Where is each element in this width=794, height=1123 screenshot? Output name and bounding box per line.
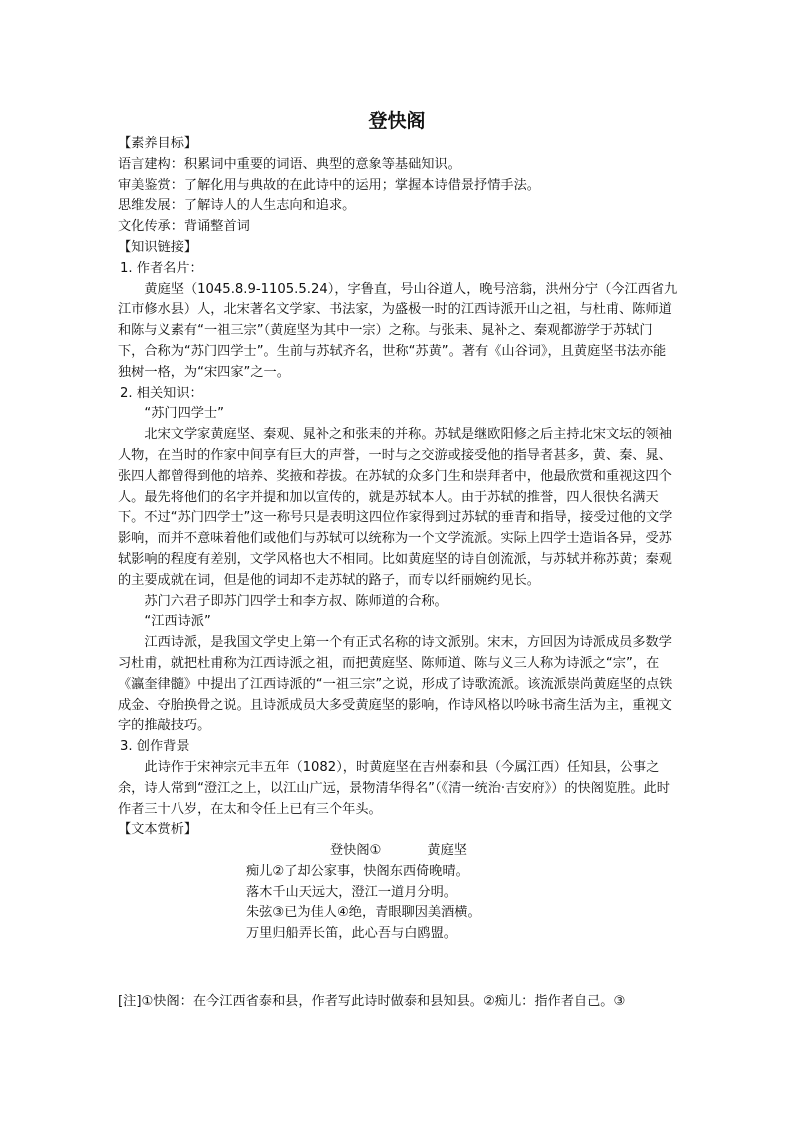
author-card-text: 黄庭坚（1045.8.9-1105.5.24），字鲁直，号山谷道人，晚号涪翁，洪州分宁（今江西省九江市修水县）人，北宋著名文学家、书法家，为盛极一时的江西诗派开山之祖，与杜甫、陈师道和陈与义素有“一祖三宗”（黄庭坚为其中一宗）之称。与张耒、晁补之、秦观都游学于苏轼门下，合称为“苏门四学士”。生前与苏轼齐名，世称“苏黄”。著有《山谷词》，且黄庭坚书法亦能独树一格，为“宋四家”之一。 (118, 281, 678, 380)
background-title: 3. 创作背景 (120, 739, 190, 755)
document-body (118, 134, 678, 945)
goal-culture: 文化传承：背诵整首词 (118, 219, 250, 235)
poem-line: 落木千山天远大，澄江一道月分明。 (246, 884, 457, 900)
author-card-title: 1. 作者名片： (120, 260, 203, 276)
poem-author: 黄庭坚 (427, 843, 467, 859)
appreciation-header: 【文本赏析】 (118, 822, 198, 838)
related-knowledge-title: 2. 相关知识： (120, 385, 203, 401)
sumen-text: 北宋文学家黄庭坚、秦观、晁补之和张耒的并称。苏轼是继欧阳修之后主持北宋文坛的领袖人物，在当时的作家中间享有巨大的声誉，一时与之交游或接受他的指导者甚多，黄、秦、晁、张四人都曾得到他的培养、奖掖和荐拔。在苏轼的众多门生和崇拜者中，他最欣赏和重视这四个人。最先将他们的名字并提和加以宣传的，就是苏轼本人。由于苏轼的推誉，四人很快名满天下。不过“苏门四学士”这一称号只是表明这四位作家得到过苏轼的垂青和指导，接受过他的文学影响，而并不意味着他们或他们与苏轼可以统称为一个文学流派。实际上四学士造诣各异，受苏轼影响的程度有差别，文学风格也大不相同。比如黄庭坚的诗自创流派，与苏轼并称苏黄；秦观的主要成就在词，但是他的词却不走苏轼的路子，而专以纤丽婉约见长。 (118, 427, 673, 588)
poem-line: 痴儿②了却公家事，快阁东西倚晚晴。 (246, 863, 469, 879)
background-text: 此诗作于宋神宗元丰五年（1082），时黄庭坚在吉州泰和县（今属江西）任知县，公事之余，诗人常到“澄江之上，以江山广远，景物清华得名”（《清一统治·吉安府》）的快阁览胜。此时作者三十八岁，在太和令任上已有三个年头。 (118, 759, 670, 817)
goal-language: 语言建构：积累词中重要的词语、典型的意象等基础知识。 (118, 156, 461, 172)
goals-header: 【素养目标】 (118, 136, 198, 151)
poem-line: 朱弦③已为佳人④绝，青眼聊因美酒横。 (246, 905, 481, 921)
poem-line: 万里归船弄长笛，此心吾与白鸥盟。 (246, 926, 457, 942)
document-title: 登快阁 (368, 110, 426, 132)
sumen-extra: 苏门六君子即苏门四学士和李方叔、陈师道的合称。 (144, 593, 448, 609)
jiangxi-heading: “江西诗派” (144, 614, 211, 630)
goal-aesthetic: 审美鉴赏：了解化用与典故的在此诗中的运用；掌握本诗借景抒情手法。 (118, 177, 540, 193)
sumen-heading: “苏门四学士” (144, 406, 224, 422)
jiangxi-text: 江西诗派，是我国文学史上第一个有正式名称的诗文派别。宋末，方回因为诗派成员多数学习杜甫，就把杜甫称为江西诗派之祖，而把黄庭坚、陈师道、陈与义三人称为诗派之“宗”，在《瀛奎律髓》中提出了江西诗派的“一祖三宗”之说，形成了诗歌流派。该流派崇尚黄庭坚的点铁成金、夺胎换骨之说。且诗派成员大多受黄庭坚的影响，作诗风格以吟咏书斋生活为主，重视文字的推敲技巧。 (118, 635, 673, 734)
footnote: [注]①快阁：在今江西省泰和县，作者写此诗时做泰和县知县。②痴儿：指作者自己。③ (118, 994, 626, 1009)
poem-heading (118, 841, 678, 862)
knowledge-header: 【知识链接】 (118, 239, 198, 255)
poem-title: 登快阁① (330, 843, 382, 859)
goal-thinking: 思维发展：了解诗人的人生志向和追求。 (118, 198, 356, 214)
